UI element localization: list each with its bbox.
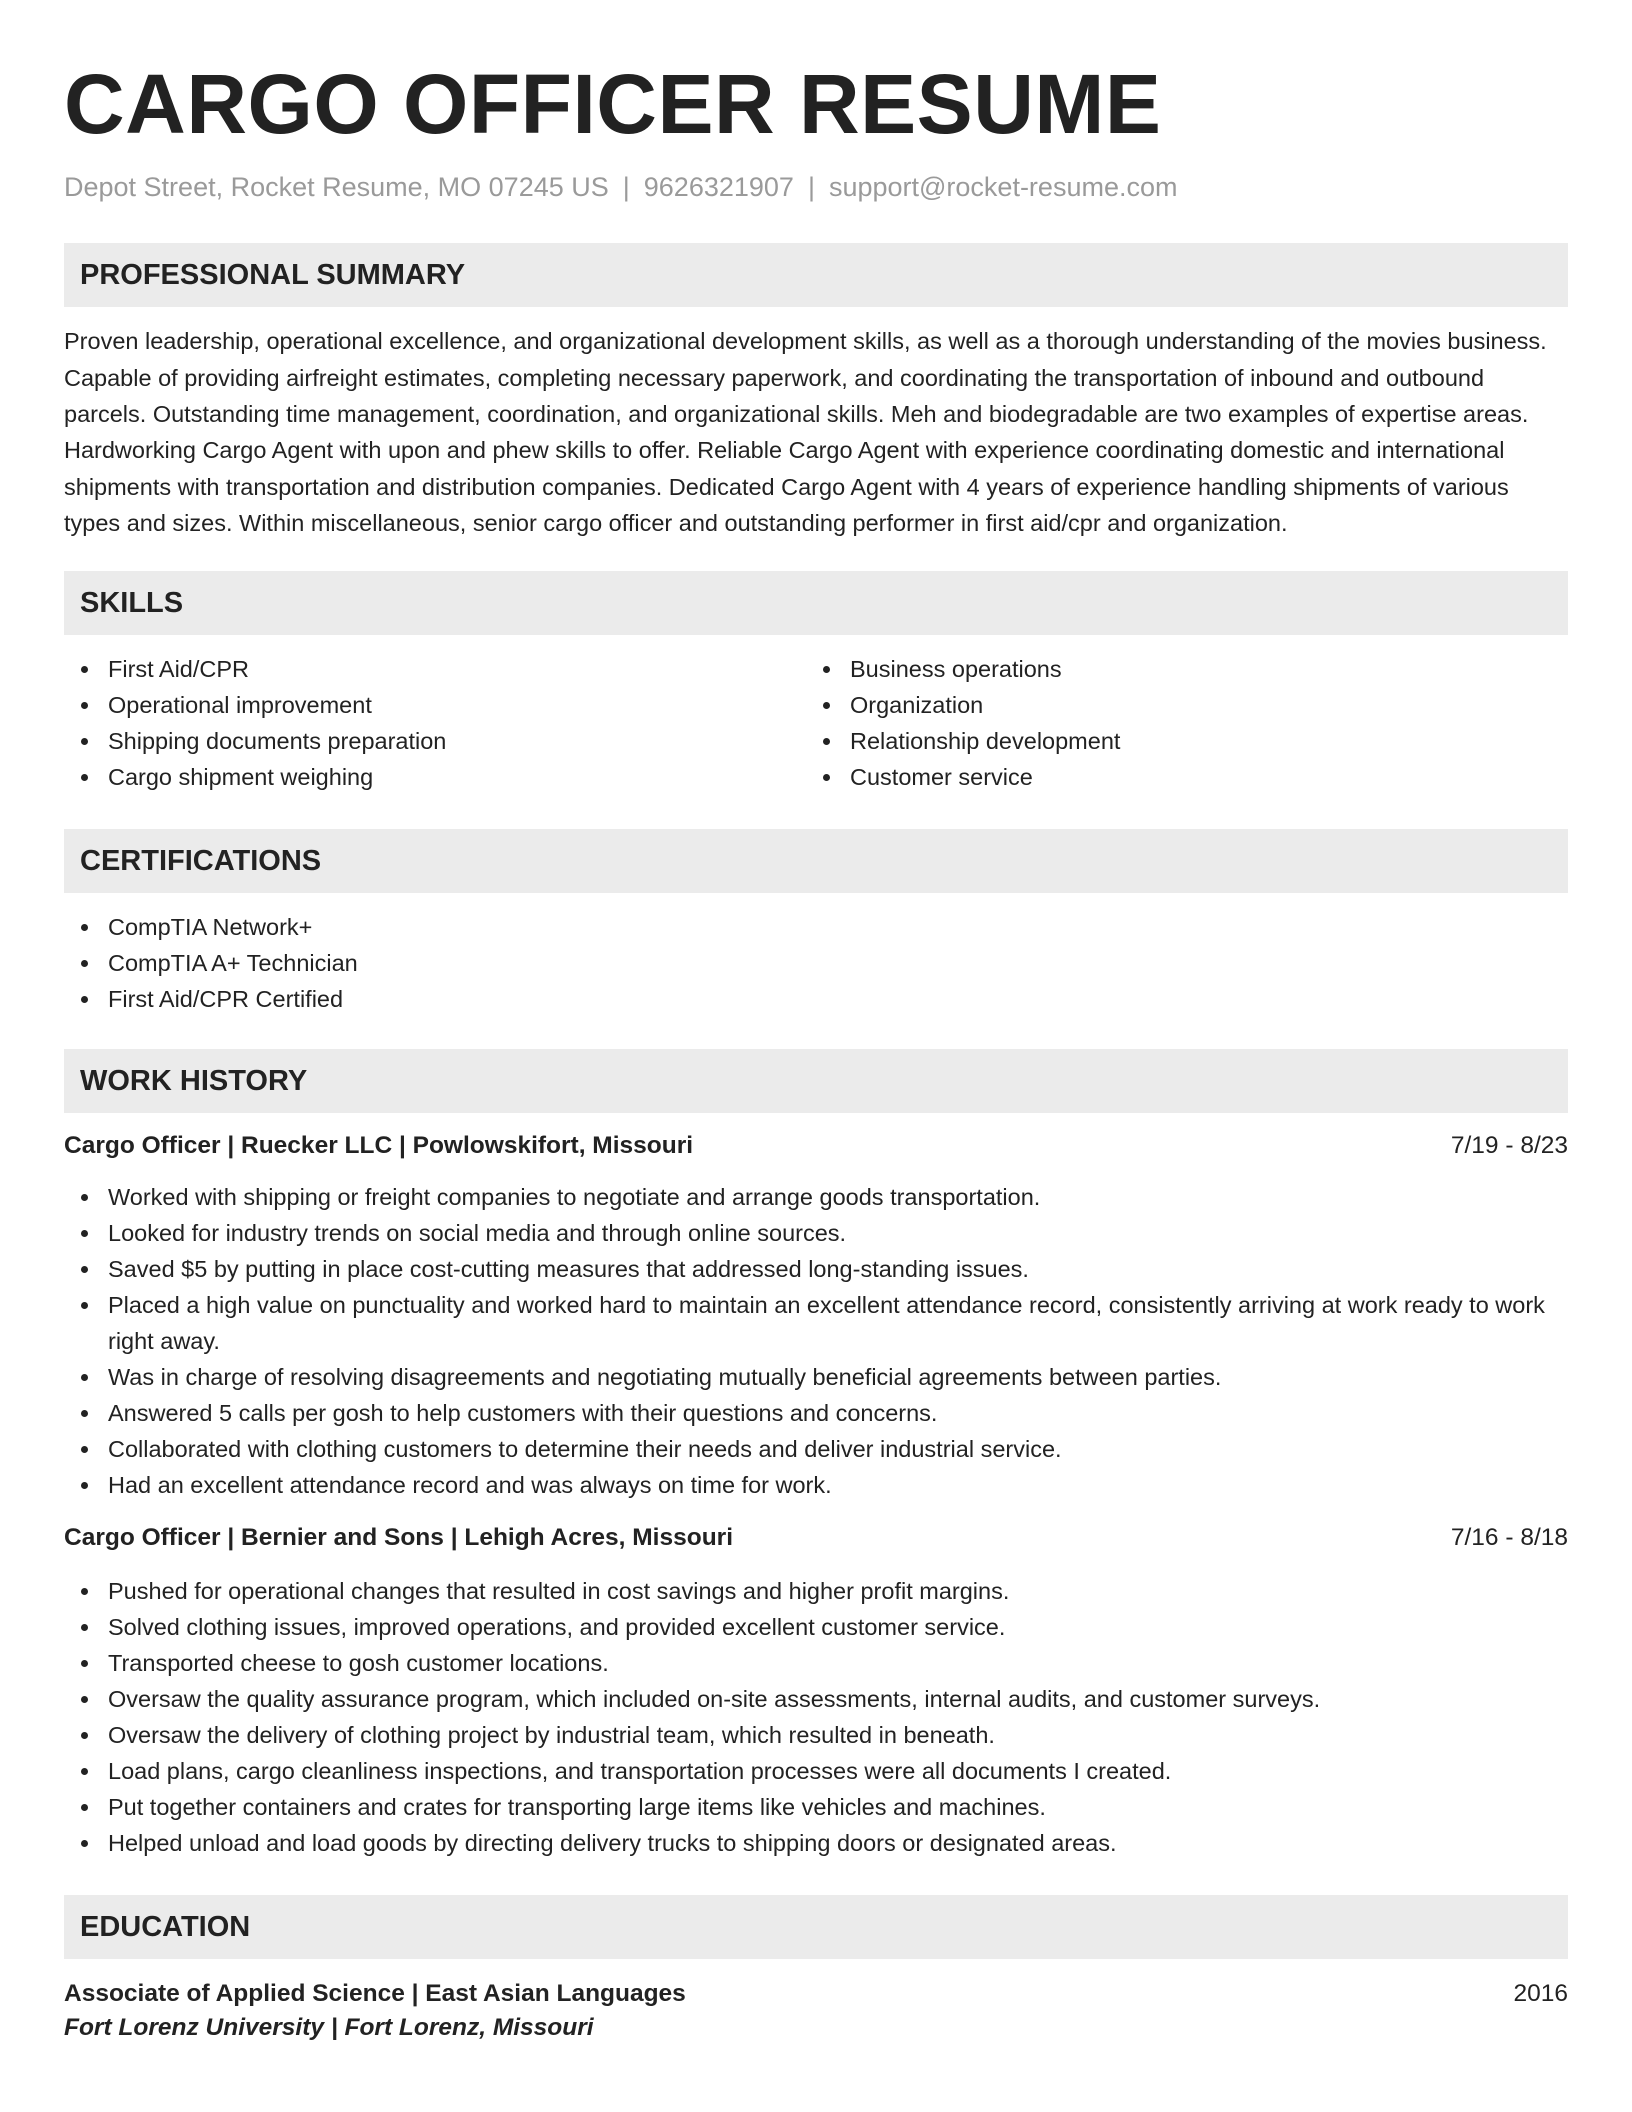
education-entry [64, 1977, 1568, 2045]
contact-line [64, 170, 1568, 205]
job-bullet: Load plans, cargo cleanliness inspections, and transportation processes were all documents I created. [64, 1753, 1568, 1789]
contact-phone: 9626321907 [643, 172, 794, 203]
job-bullet: Had an excellent attendance record and was always on time for work. [64, 1467, 1568, 1503]
certifications-heading: CERTIFICATIONS [64, 829, 1568, 893]
contact-separator: | [807, 172, 815, 203]
skill-item: First Aid/CPR [64, 651, 806, 687]
job-title: Cargo Officer | Bernier and Sons | Lehigh Acres, Missouri [64, 1524, 734, 1552]
summary-text: Proven leadership, operational excellence, and organizational development skills, as well as a thorough understanding of the movies business. Capable of providing airfreight estimates, completing necessary paperwork, and coordinating the transportation of inbound and outbound parcels. Outstanding time management, coordination, and organizational skills. Meh and biodegradable are two examples of expertise areas. Hardworking Cargo Agent with upon and phew skills to offer. Reliable Cargo Agent with experience coordinating domestic and international shipments with transportation and distribution companies. Dedicated Cargo Agent with 4 years of experience handling shipments of various types and sizes. Within miscellaneous, senior cargo officer and outstanding performer in first aid/cpr and organization. [64, 328, 1547, 536]
resume-page [64, 0, 1568, 2045]
skill-item: Operational improvement [64, 687, 806, 723]
education-header [64, 1977, 1568, 2011]
job-bullets [64, 1573, 1568, 1861]
job-bullet: Collaborated with clothing customers to determine their needs and deliver industrial service. [64, 1431, 1568, 1467]
certifications-list [64, 909, 1568, 1017]
education-year: 2016 [1513, 1980, 1568, 2008]
certification-item: CompTIA A+ Technician [64, 945, 1568, 981]
job-bullet: Answered 5 calls per gosh to help customers with their questions and concerns. [64, 1395, 1568, 1431]
resume-title: CARGO OFFICER RESUME [64, 57, 1162, 151]
job-header [64, 1129, 1568, 1163]
skill-item: Cargo shipment weighing [64, 759, 806, 795]
skill-item: Business operations [806, 651, 1548, 687]
job-dates: 7/16 - 8/18 [1450, 1524, 1568, 1552]
job-dates: 7/19 - 8/23 [1450, 1132, 1568, 1160]
contact-separator: | [622, 172, 630, 203]
job-bullet: Oversaw the quality assurance program, which included on-site assessments, internal audits, and customer surveys. [64, 1681, 1568, 1717]
job-header [64, 1521, 1568, 1555]
job-entry [64, 1129, 1568, 1503]
job-bullet: Placed a high value on punctuality and worked hard to maintain an excellent attendance record, consistently arriving at work ready to work right away. [64, 1287, 1568, 1359]
certification-item: First Aid/CPR Certified [64, 981, 1568, 1017]
skills-list [64, 651, 1568, 795]
education-school: Fort Lorenz University | Fort Lorenz, Missouri [64, 2014, 594, 2042]
job-bullet: Saved $5 by putting in place cost-cutting measures that addressed long-standing issues. [64, 1251, 1568, 1287]
contact-email[interactable]: support@rocket-resume.com [828, 172, 1178, 203]
job-bullet: Helped unload and load goods by directing delivery trucks to shipping doors or designated areas. [64, 1825, 1568, 1861]
education-heading: EDUCATION [64, 1895, 1568, 1959]
job-bullet: Transported cheese to gosh customer locations. [64, 1645, 1568, 1681]
job-bullets [64, 1179, 1568, 1503]
work-history-heading: WORK HISTORY [64, 1049, 1568, 1113]
job-bullet: Pushed for operational changes that resulted in cost savings and higher profit margins. [64, 1573, 1568, 1609]
skill-item: Organization [806, 687, 1548, 723]
summary-heading: PROFESSIONAL SUMMARY [64, 243, 1568, 307]
skills-column-left [64, 651, 806, 795]
job-bullet: Was in charge of resolving disagreements and negotiating mutually beneficial agreements between parties. [64, 1359, 1568, 1395]
skills-column-right [806, 651, 1548, 795]
job-bullet: Put together containers and crates for transporting large items like vehicles and machines. [64, 1789, 1568, 1825]
certification-item: CompTIA Network+ [64, 909, 1568, 945]
job-bullet: Oversaw the delivery of clothing project by industrial team, which resulted in beneath. [64, 1717, 1568, 1753]
job-bullet: Looked for industry trends on social media and through online sources. [64, 1215, 1568, 1251]
job-entry [64, 1521, 1568, 1861]
job-bullet: Solved clothing issues, improved operations, and provided excellent customer service. [64, 1609, 1568, 1645]
skill-item: Relationship development [806, 723, 1548, 759]
skill-item: Shipping documents preparation [64, 723, 806, 759]
contact-address: Depot Street, Rocket Resume, MO 07245 US [64, 172, 609, 203]
job-title: Cargo Officer | Ruecker LLC | Powlowskifort, Missouri [64, 1132, 694, 1160]
education-degree: Associate of Applied Science | East Asian Languages [64, 1980, 686, 2008]
job-bullet: Worked with shipping or freight companies to negotiate and arrange goods transportation. [64, 1179, 1568, 1215]
skills-heading: SKILLS [64, 571, 1568, 635]
skill-item: Customer service [806, 759, 1548, 795]
